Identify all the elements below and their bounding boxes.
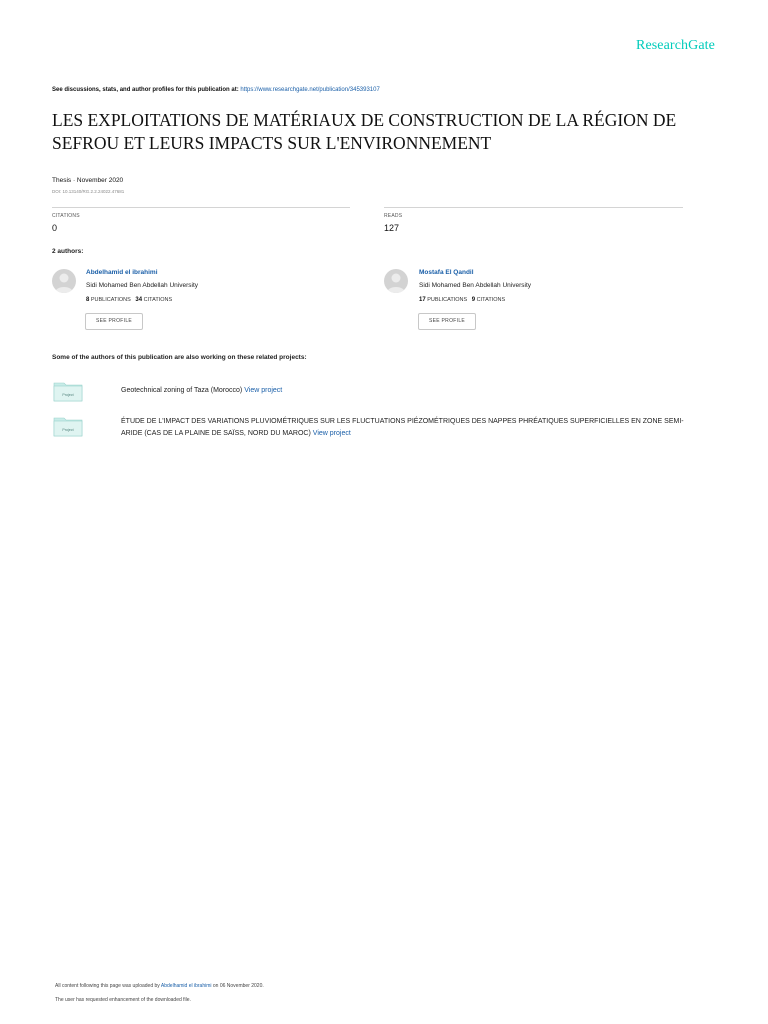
uploader-link[interactable]: Abdelhamid el ibrahimi: [160, 983, 212, 989]
reads-divider: [384, 207, 683, 208]
author-avatar-icon[interactable]: [384, 269, 408, 293]
see-profile-button[interactable]: SEE PROFILE: [85, 313, 143, 330]
publication-doi: DOI: 10.13140/RG.2.2.24022.47681: [52, 189, 125, 194]
upload-suffix: on 06 November 2020.: [211, 983, 264, 989]
author-citations-label: CITATIONS: [143, 297, 173, 303]
see-profile-button[interactable]: SEE PROFILE: [418, 313, 476, 330]
project-title: ÉTUDE DE L'IMPACT DES VARIATIONS PLUVIOMÉTRIQUES SUR LES FLUCTUATIONS PIÉZOMÉTRIQUES DES NAPPES PHRÉATIQUES SUPERFICIELLES EN ZONE SEMI-ARIDE (CAS DE LA PLAINE DE SAÏSS, NORD DU MAROC): [121, 418, 684, 437]
author-citations-count: 9: [471, 297, 476, 303]
view-project-link[interactable]: View project: [312, 430, 351, 437]
reads-value: 127: [384, 223, 400, 233]
citations-value: 0: [52, 223, 58, 233]
citations-label: CITATIONS: [52, 213, 80, 219]
authors-heading: 2 authors:: [52, 248, 84, 255]
project-icon-label: Project: [62, 393, 74, 397]
reads-label: READS: [384, 213, 403, 219]
author-stats: [86, 297, 172, 303]
upload-prefix: All content following this page was uploaded by: [55, 983, 161, 989]
author-institution: Sidi Mohamed Ben Abdellah University: [86, 282, 199, 289]
discussions-text: See discussions, stats, and author profiles for this publication at:: [52, 87, 241, 93]
projects-heading: Some of the authors of this publication are also working on these related projects:: [52, 354, 307, 361]
author-institution: Sidi Mohamed Ben Abdellah University: [419, 282, 532, 289]
author-stats: [419, 297, 505, 303]
view-project-link[interactable]: View project: [244, 387, 283, 394]
publication-type-date: Thesis · November 2020: [52, 177, 124, 184]
author-name-link[interactable]: Abdelhamid el ibrahimi: [86, 269, 158, 276]
project-item: [121, 385, 696, 397]
author-citations-label: CITATIONS: [476, 297, 506, 303]
author-citations-count: 34: [135, 297, 143, 303]
enhancement-note: The user has requested enhancement of the downloaded file.: [55, 997, 191, 1003]
researchgate-logo[interactable]: ResearchGate: [636, 38, 715, 53]
discussions-line: [52, 87, 380, 93]
author-avatar-icon[interactable]: [52, 269, 76, 293]
author-publications-label: PUBLICATIONS: [427, 297, 468, 303]
publication-title: LES EXPLOITATIONS DE MATÉRIAUX DE CONSTRUCTION DE LA RÉGION DE SEFROU ET LEURS IMPACTS SUR L'ENVIRONNEMENT: [52, 110, 677, 153]
project-folder-icon: [53, 380, 83, 402]
author-publications-label: PUBLICATIONS: [90, 297, 131, 303]
author-publications-count: 17: [419, 297, 426, 303]
project-title: Geotechnical zoning of Taza (Morocco): [121, 387, 243, 394]
citations-divider: [52, 207, 350, 208]
project-icon-label: Project: [62, 428, 74, 432]
author-name-link[interactable]: Mostafa El Qandil: [419, 269, 474, 276]
project-folder-icon: [53, 415, 83, 437]
author-publications-count: 8: [86, 297, 90, 303]
upload-info: [55, 983, 264, 989]
project-item: [121, 416, 696, 440]
publication-url-link[interactable]: https://www.researchgate.net/publication/345393107: [240, 87, 380, 93]
